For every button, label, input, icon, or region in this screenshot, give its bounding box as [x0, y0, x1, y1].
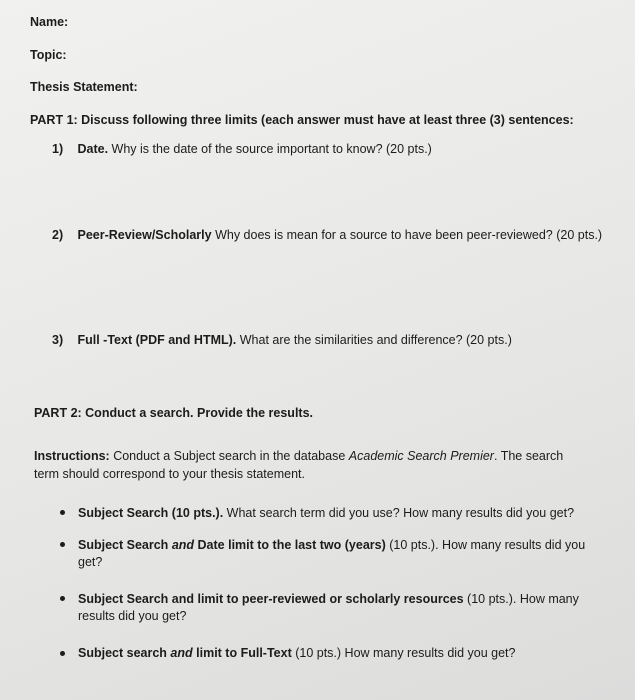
- instructions-label: Instructions:: [34, 449, 110, 463]
- part1-item-3: [52, 332, 512, 349]
- bullet-label-rest: Date limit to the last two (years): [197, 538, 386, 552]
- part2-heading: PART 2: Conduct a search. Provide the results.: [34, 406, 314, 420]
- part2-bullet-4: [78, 645, 515, 662]
- bullet-question: (10 pts.). How many results did you get?: [78, 538, 586, 569]
- item-number: 2): [52, 228, 64, 242]
- bullet-label: Subject Search: [78, 538, 169, 552]
- item-label: Date.: [77, 142, 109, 156]
- item-number: 3): [52, 333, 64, 347]
- bullet-dot: [60, 510, 65, 515]
- name-label: Name:: [30, 15, 69, 29]
- bullet-dot: [60, 596, 65, 601]
- bullet-dot: [60, 542, 65, 547]
- part1-item-1: [52, 141, 432, 158]
- bullet-question: (10 pts.). How many results did you get?: [78, 592, 579, 623]
- bullet-label-and: and: [171, 538, 195, 552]
- part1-heading: PART 1: Discuss following three limits (each answer must have at least three (3) sentences:: [30, 113, 574, 127]
- thesis-statement-label: Thesis Statement:: [30, 80, 138, 94]
- bullet-label: Subject search: [78, 646, 167, 660]
- part2-bullet-2: [78, 537, 598, 571]
- item-label: Peer-Review/Scholarly: [77, 228, 212, 242]
- instructions-text: Conduct a Subject search in the database: [113, 449, 346, 463]
- topic-label: Topic:: [30, 48, 67, 62]
- bullet-label: Subject Search (10 pts.).: [78, 506, 224, 520]
- bullet-question: What search term did you use? How many results did you get?: [226, 506, 575, 520]
- item-label: Full -Text (PDF and HTML).: [77, 333, 237, 347]
- part1-item-2: [52, 225, 612, 245]
- item-question: Why is the date of the source important to know? (20 pts.): [111, 142, 432, 156]
- item-number: 1): [52, 142, 64, 156]
- part2-instructions: [34, 447, 579, 483]
- item-question: What are the similarities and difference? (20 pts.): [239, 333, 512, 347]
- part2-bullet-3: [78, 591, 598, 625]
- bullet-label-and: and: [170, 646, 193, 660]
- bullet-question: (10 pts.) How many results did you get?: [295, 646, 516, 660]
- part2-bullet-1: [78, 505, 574, 522]
- bullet-label: Subject Search and limit to peer-reviewed or scholarly resources: [78, 592, 464, 606]
- bullet-dot: [60, 651, 65, 656]
- database-name: Academic Search Premier: [348, 449, 494, 463]
- bullet-label-rest: limit to Full-Text: [196, 646, 292, 660]
- instructions-text-end: . The search term should correspond to your thesis statement.: [34, 449, 564, 481]
- item-question: Why does is mean for a source to have been peer-reviewed? (20 pts.): [215, 228, 603, 242]
